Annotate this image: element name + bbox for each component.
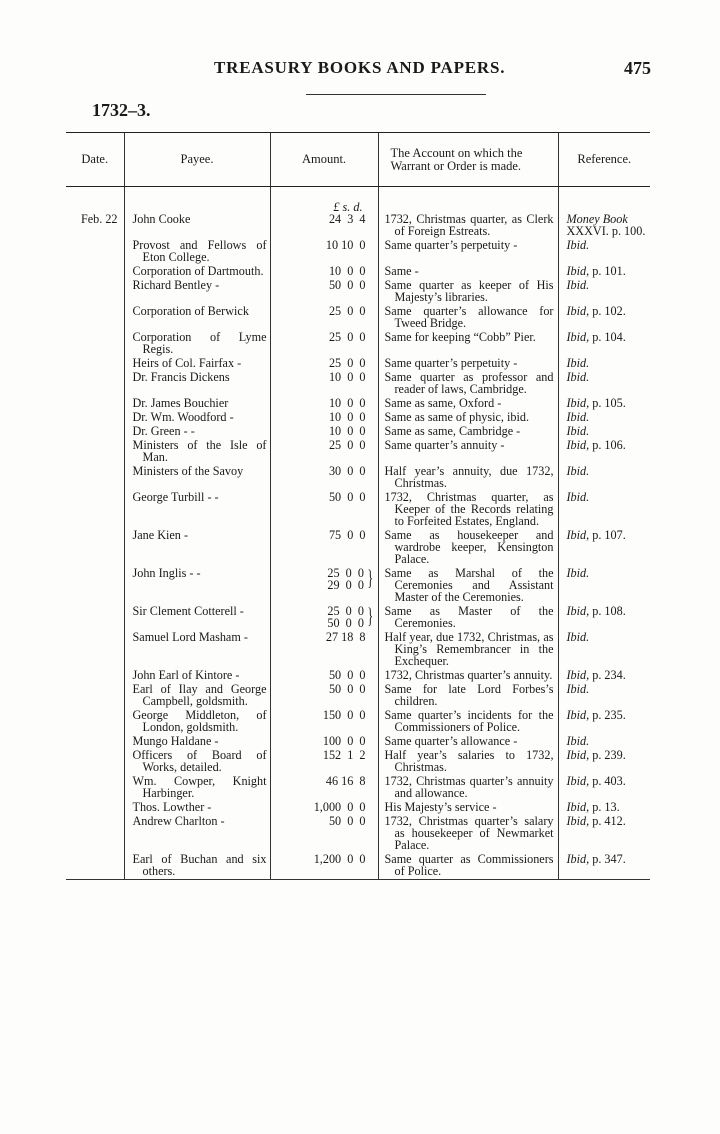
entry-reference: Ibid, <box>566 814 590 828</box>
entry-reference: Ibid. <box>566 630 590 644</box>
entry-amount: 25 0 0 <box>328 356 366 370</box>
entry-amount: 50 0 0 <box>328 682 366 696</box>
entry-reference-page: p. 106. <box>589 438 626 452</box>
entry-amount: 100 0 0 <box>322 734 366 748</box>
table-row <box>66 371 650 397</box>
entry-reference-page: p. 107. <box>589 528 626 542</box>
table-row <box>66 683 650 709</box>
entry-date <box>66 397 124 411</box>
entry-account: 1732, Christmas quarter’s annuity and allowance. <box>384 774 554 800</box>
table-row <box>66 239 650 265</box>
entry-amount: 10 0 0 <box>328 424 366 438</box>
entry-account: Same quarter’s incidents for the Commissioners of Police. <box>384 708 554 734</box>
entry-date <box>66 465 124 491</box>
entry-amount: 30 0 0 <box>328 464 366 478</box>
entry-payee: Earl of Ilay and George Campbell, goldsmith. <box>132 682 267 708</box>
entry-account: Half year, due 1732, Christmas, as King’s Remembrancer in the Exchequer. <box>384 630 554 668</box>
table-row <box>66 411 650 425</box>
entry-account: Same quarter’s perpetuity - <box>384 356 518 370</box>
entry-reference: Ibid, <box>566 668 590 682</box>
entry-reference: Ibid. <box>566 410 590 424</box>
entry-account: Same quarter’s allowance for Tweed Bridge. <box>384 304 554 330</box>
entry-amount: 152 1 2 <box>322 748 366 762</box>
table-row <box>66 605 650 631</box>
entry-date: Feb. 22 <box>80 212 118 226</box>
entry-account: Same quarter’s perpetuity - <box>384 238 518 252</box>
entry-account: 1732, Christmas quarter, as Keeper of the Records relating to Forfeited Estates, England. <box>384 490 554 528</box>
entry-reference: Ibid, <box>566 330 590 344</box>
running-head <box>0 58 720 84</box>
entry-date <box>66 669 124 683</box>
entry-amount: 150 0 0 <box>322 708 366 722</box>
entry-payee: Richard Bentley - <box>132 278 220 292</box>
entry-reference-page: p. 101. <box>589 264 626 278</box>
entry-date <box>66 239 124 265</box>
entry-amount: 10 0 0 <box>328 264 366 278</box>
table-row <box>66 357 650 371</box>
entry-reference: Ibid, <box>566 264 590 278</box>
page-number: 475 <box>624 58 651 78</box>
entry-account: Same quarter’s allowance - <box>384 734 518 748</box>
entry-account: Same as housekeeper and wardrobe keeper, Kensington Palace. <box>384 528 554 566</box>
entry-reference-page: p. 239. <box>589 748 626 762</box>
table-row <box>66 775 650 801</box>
entry-date <box>66 853 124 880</box>
table-row <box>66 529 650 567</box>
entry-reference: Ibid. <box>566 278 590 292</box>
column-header-date: Date. <box>66 133 124 187</box>
entry-reference: Ibid, <box>566 748 590 762</box>
entry-account: Same as same of physic, ibid. <box>384 410 530 424</box>
entry-reference: Ibid. <box>566 734 590 748</box>
entry-payee: Ministers of the Savoy <box>132 464 244 478</box>
entry-amount: 27 18 8 <box>325 630 366 644</box>
entry-date <box>66 567 124 605</box>
entry-account: Same - <box>384 264 419 278</box>
header-row <box>66 133 650 187</box>
entry-amount: 50 0 0 <box>328 814 366 828</box>
entry-payee: Jane Kien - <box>132 528 188 542</box>
entry-account: 1732, Christmas quarter’s salary as housekeeper of Newmarket Palace. <box>384 814 554 852</box>
entry-reference: Money Book <box>566 212 628 226</box>
table-row <box>66 213 650 239</box>
table-row <box>66 749 650 775</box>
entry-payee: Dr. Green - - <box>132 424 195 438</box>
entry-payee: Corporation of Berwick <box>132 304 249 318</box>
entry-payee: Sir Clement Cotterell - <box>132 604 244 618</box>
entry-payee: Thos. Lowther - <box>132 800 212 814</box>
entry-account: Same quarter as keeper of His Majesty’s libraries. <box>384 278 554 304</box>
entry-amount: 25 0 0 <box>327 604 364 618</box>
entry-date <box>66 749 124 775</box>
column-header-reference: Reference. <box>558 133 650 187</box>
entry-amount: 75 0 0 <box>328 528 366 542</box>
entry-payee: Ministers of the Isle of Man. <box>132 438 267 464</box>
year-heading: 1732–3. <box>92 100 151 120</box>
entry-reference-page: p. 234. <box>589 668 626 682</box>
entry-payee: Provost and Fellows of Eton College. <box>132 238 267 264</box>
entry-payee: Dr. Francis Dickens <box>132 370 230 384</box>
currency-units: £ s. d. <box>333 200 363 214</box>
entry-payee: Samuel Lord Masham - <box>132 630 248 644</box>
entry-reference: Ibid, <box>566 528 590 542</box>
table-row <box>66 279 650 305</box>
entry-reference: Ibid. <box>566 424 590 438</box>
table-row <box>66 801 650 815</box>
table-row <box>66 305 650 331</box>
entry-reference-page: p. 235. <box>589 708 626 722</box>
table-row <box>66 669 650 683</box>
table-row <box>66 491 650 529</box>
entry-account: Same as same, Oxford - <box>384 396 502 410</box>
ledger-body <box>66 187 650 880</box>
entry-reference: Ibid. <box>566 356 590 370</box>
entry-account: Same for keeping “Cobb” Pier. <box>384 330 536 344</box>
entry-amount: 50 0 0 <box>328 278 366 292</box>
entry-account: Same as same, Cambridge - <box>384 424 521 438</box>
entry-date <box>66 735 124 749</box>
entry-payee: Mungo Haldane - <box>132 734 219 748</box>
entry-date <box>66 357 124 371</box>
column-header-amount: Amount. <box>270 133 378 187</box>
entry-payee: John Cooke <box>132 212 191 226</box>
table-row <box>66 265 650 279</box>
entry-date <box>66 331 124 357</box>
entry-payee: Corporation of Lyme Regis. <box>132 330 267 356</box>
entry-account: Half year’s salaries to 1732, Christmas. <box>384 748 554 774</box>
entry-date <box>66 631 124 669</box>
entry-reference: Ibid, <box>566 604 590 618</box>
entry-amount: 25 0 0 <box>328 330 366 344</box>
entry-account: 1732, Christmas quarter’s annuity. <box>384 668 553 682</box>
table-row <box>66 735 650 749</box>
ledger-table <box>66 132 650 880</box>
entry-payee: George Middleton, of London, goldsmith. <box>132 708 267 734</box>
entry-amount: 25 0 0 <box>328 438 366 452</box>
entry-payee: Dr. Wm. Woodford - <box>132 410 234 424</box>
entry-date <box>66 371 124 397</box>
entry-payee: Heirs of Col. Fairfax - <box>132 356 242 370</box>
running-title: TREASURY BOOKS AND PAPERS. <box>214 58 506 77</box>
entry-date <box>66 683 124 709</box>
entry-reference: Ibid, <box>566 774 590 788</box>
entry-amount: 24 3 4 <box>328 212 366 226</box>
head-rule <box>306 94 486 95</box>
entry-amount: 10 0 0 <box>328 396 366 410</box>
table-row <box>66 631 650 669</box>
table-row <box>66 853 650 880</box>
entry-payee: Officers of Board of Works, detailed. <box>132 748 267 774</box>
entry-reference: Ibid. <box>566 682 590 696</box>
entry-date <box>66 439 124 465</box>
entry-account: Half year’s annuity, due 1732, Christmas. <box>384 464 554 490</box>
entry-reference: Ibid. <box>566 370 590 384</box>
column-header-payee: Payee. <box>124 133 270 187</box>
entry-account: Same quarter as professor and reader of laws, Cambridge. <box>384 370 554 396</box>
entry-amount: 50 0 0 <box>327 616 364 630</box>
entry-date <box>66 801 124 815</box>
entry-reference: Ibid, <box>566 438 590 452</box>
entry-reference-page: p. 412. <box>589 814 626 828</box>
entry-account: 1732, Christmas quarter, as Clerk of Foreign Estreats. <box>384 212 554 238</box>
entry-date <box>66 425 124 439</box>
entry-reference: Ibid, <box>566 852 590 866</box>
entry-account: Same quarter as Commissioners of Police. <box>384 852 554 878</box>
entry-reference-page: p. 105. <box>589 396 626 410</box>
entry-date <box>66 491 124 529</box>
entry-amount: 25 0 0 <box>328 304 366 318</box>
entry-date <box>66 605 124 631</box>
entry-date <box>66 775 124 801</box>
entry-amount: 46 16 8 <box>325 774 366 788</box>
table-row <box>66 815 650 853</box>
table-row <box>66 397 650 411</box>
entry-amount: 10 0 0 <box>328 370 366 384</box>
entry-date <box>66 815 124 853</box>
amount-brace: } <box>367 565 374 590</box>
entry-reference: Ibid. <box>566 464 590 478</box>
entry-payee: Dr. James Bouchier <box>132 396 229 410</box>
entry-payee: Wm. Cowper, Knight Harbinger. <box>132 774 267 800</box>
entry-amount: 25 0 0 <box>327 566 364 580</box>
entry-amount: 50 0 0 <box>328 668 366 682</box>
entry-reference: Ibid, <box>566 800 590 814</box>
entry-account: Same as Master of the Ceremonies. <box>384 604 554 630</box>
entry-reference-page: XXXVI. p. 100. <box>566 224 646 238</box>
entry-account: Same quarter’s annuity - <box>384 438 505 452</box>
table-row <box>66 709 650 735</box>
entry-reference-page: p. 347. <box>589 852 626 866</box>
entry-reference: Ibid. <box>566 566 590 580</box>
entry-amount: 10 0 0 <box>328 410 366 424</box>
entry-date <box>66 529 124 567</box>
entry-account: His Majesty’s service - <box>384 800 497 814</box>
table-row <box>66 439 650 465</box>
entry-reference: Ibid, <box>566 304 590 318</box>
entry-reference-page: p. 403. <box>589 774 626 788</box>
entry-amount: 1,000 0 0 <box>313 800 366 814</box>
entry-reference-page: p. 104. <box>589 330 626 344</box>
entry-date <box>66 265 124 279</box>
entry-reference: Ibid. <box>566 490 590 504</box>
entry-reference-page: p. 13. <box>589 800 620 814</box>
entry-amount: 1,200 0 0 <box>313 852 366 866</box>
entry-reference-page: p. 108. <box>589 604 626 618</box>
entry-date <box>66 279 124 305</box>
table-row <box>66 425 650 439</box>
entry-date <box>66 709 124 735</box>
entry-account: Same as Marshal of the Ceremonies and Assistant Master of the Ceremonies. <box>384 566 554 604</box>
entry-reference: Ibid, <box>566 396 590 410</box>
entry-account: Same for late Lord Forbes’s children. <box>384 682 554 708</box>
entry-amount: 50 0 0 <box>328 490 366 504</box>
table-row <box>66 465 650 491</box>
entry-reference: Ibid, <box>566 708 590 722</box>
entry-payee: George Turbill - - <box>132 490 219 504</box>
entry-payee: John Inglis - - <box>132 566 201 580</box>
table-row <box>66 567 650 605</box>
amount-brace: } <box>367 603 374 628</box>
entry-payee: Earl of Buchan and six others. <box>132 852 267 878</box>
entry-payee: Andrew Charlton - <box>132 814 225 828</box>
units-row <box>66 187 650 214</box>
entry-payee: John Earl of Kintore - <box>132 668 240 682</box>
table-row <box>66 331 650 357</box>
entry-amount: 10 10 0 <box>325 238 366 252</box>
entry-date <box>66 411 124 425</box>
entry-reference-page: p. 102. <box>589 304 626 318</box>
column-header-account: The Account on which the Warrant or Order is made. <box>378 133 558 187</box>
entry-date <box>66 305 124 331</box>
entry-amount: 29 0 0 <box>327 578 364 592</box>
entry-reference: Ibid. <box>566 238 590 252</box>
entry-payee: Corporation of Dartmouth. <box>132 264 264 278</box>
